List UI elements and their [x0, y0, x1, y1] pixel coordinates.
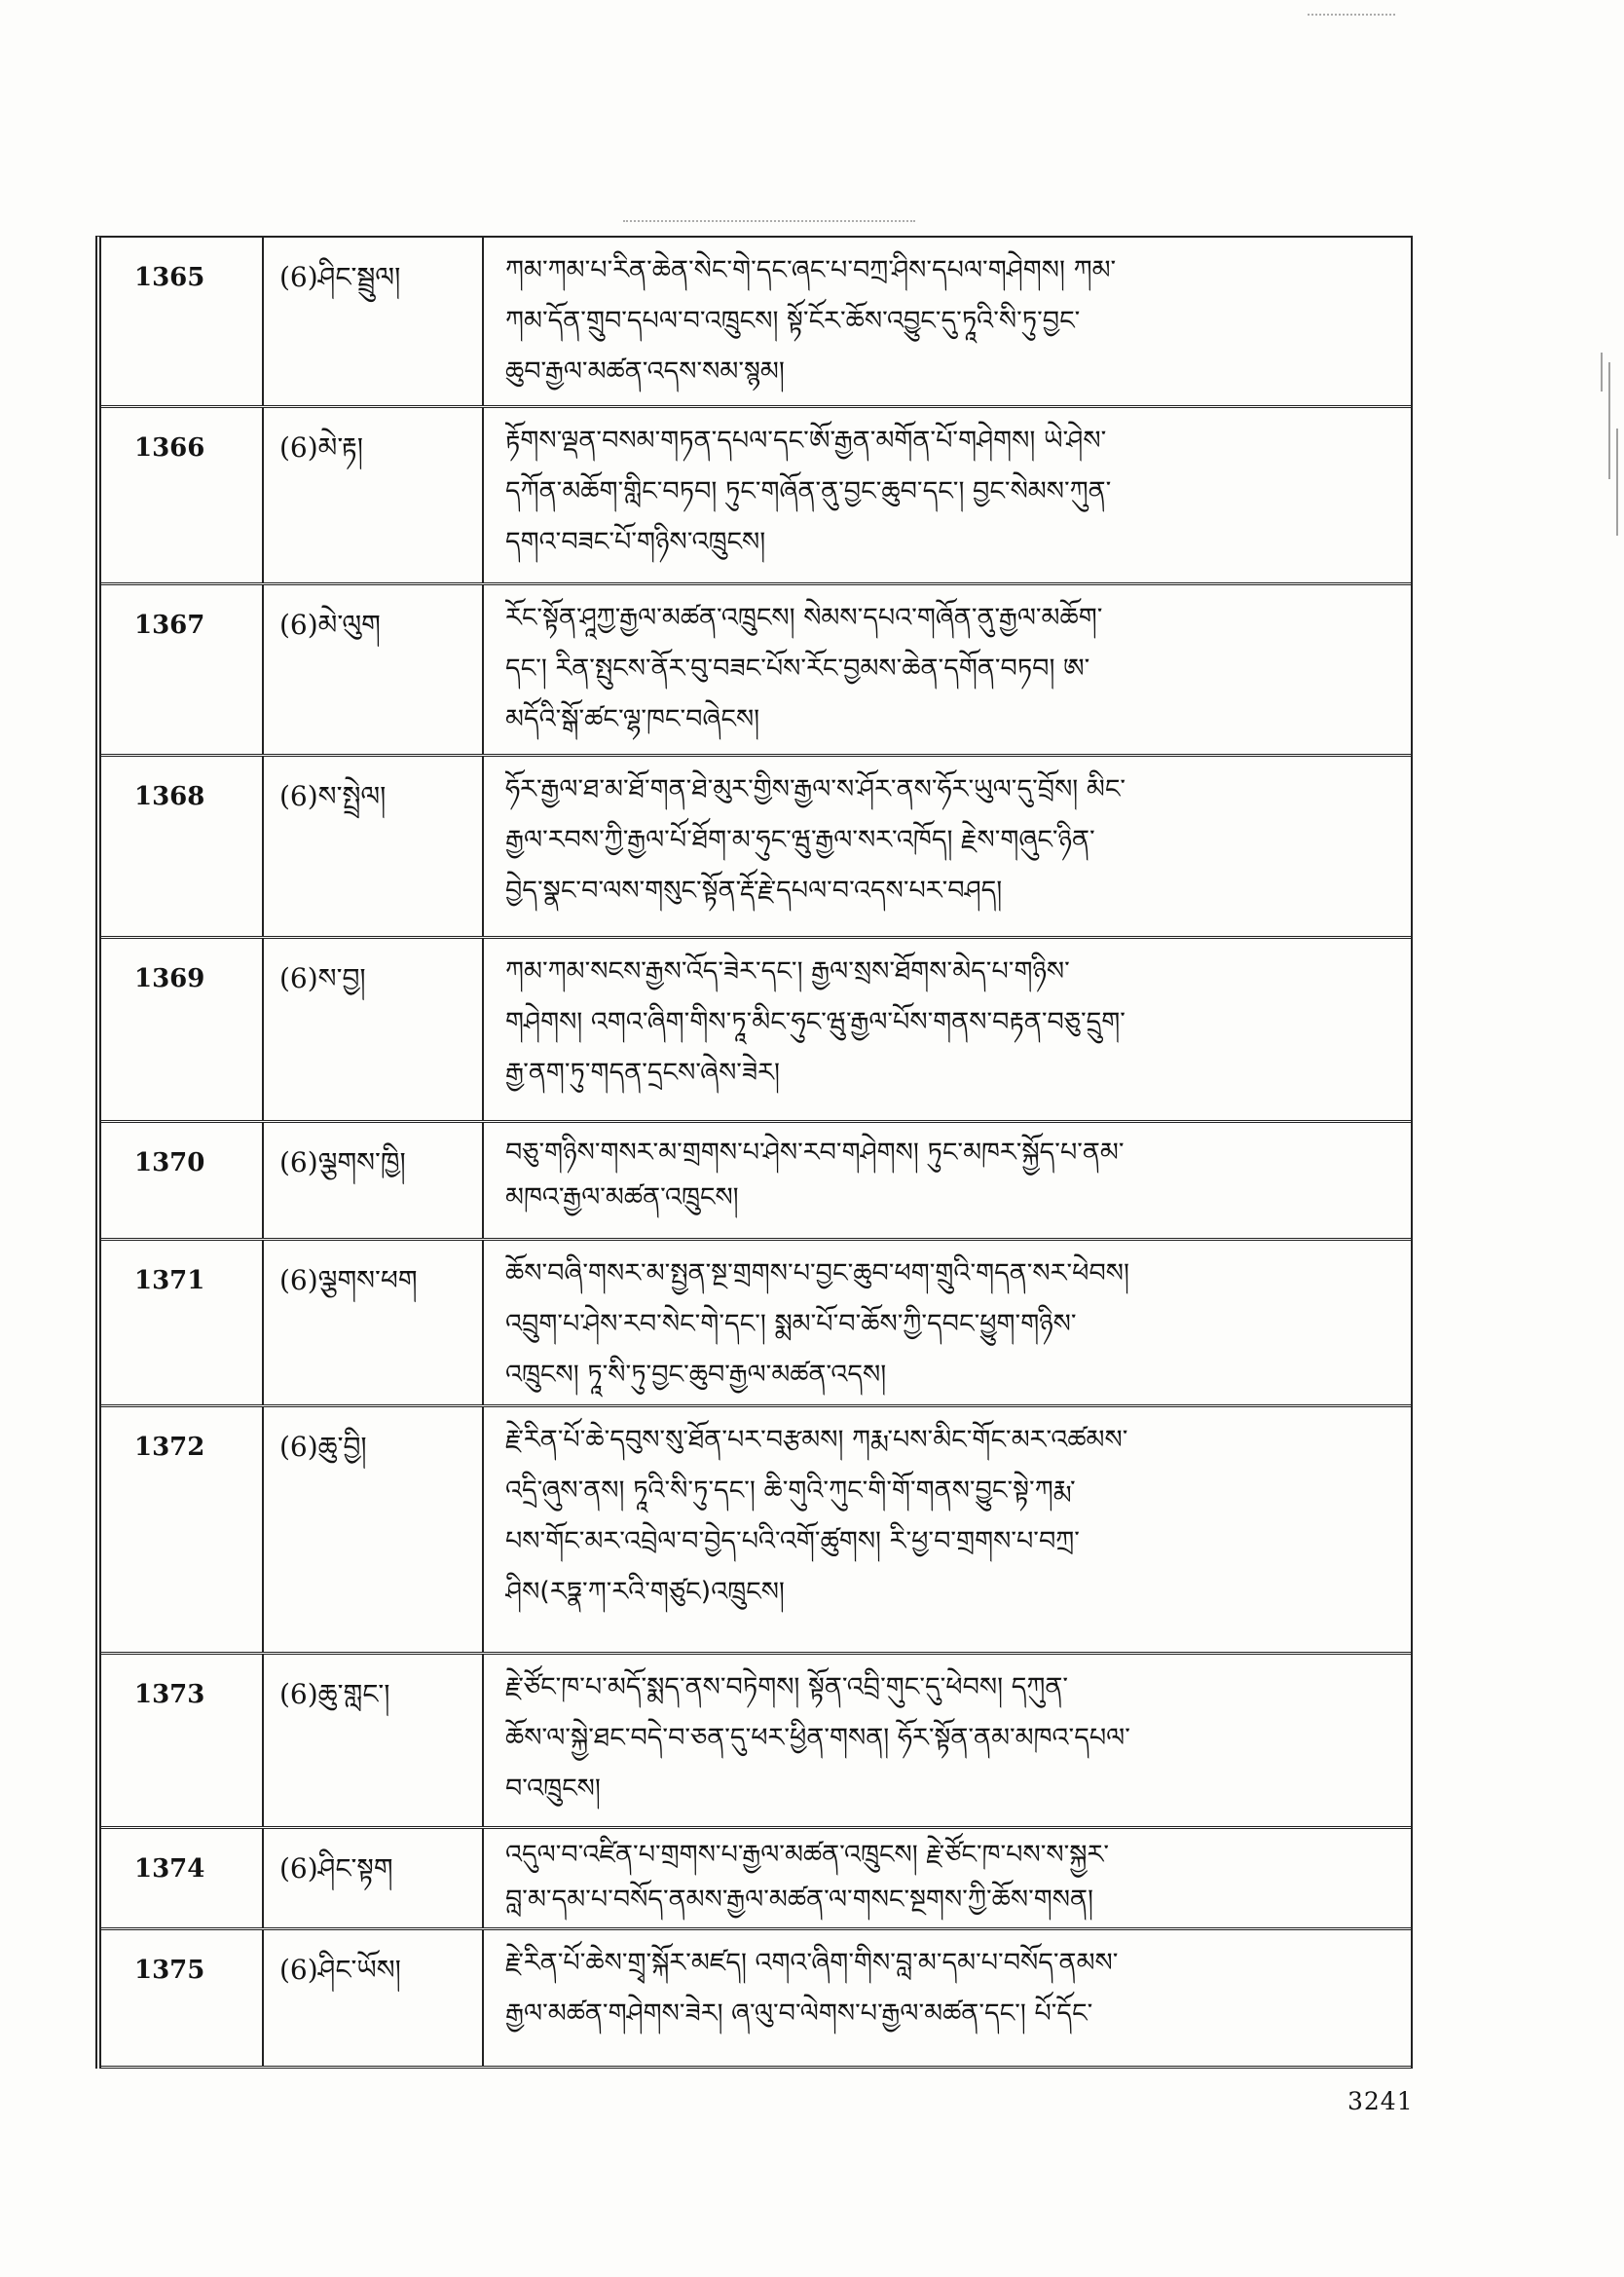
table-row [101, 1655, 1411, 1829]
event-line: མདོའི་སྒོ་ཚང་ལྷ་ཁང་བཞེངས། [505, 704, 760, 734]
year-number: 1366 [101, 408, 264, 582]
year-name: ས་བྱ། [317, 962, 366, 994]
year-name-cell [264, 939, 484, 1120]
event-description [484, 408, 1411, 582]
table-row [101, 939, 1411, 1123]
event-description [484, 1829, 1411, 1927]
event-line: བ་འཁྲུངས། [505, 1773, 601, 1804]
table-row [101, 1241, 1411, 1407]
year-name-cell [264, 238, 484, 405]
event-line: འཁྲུངས། ཏཱ་སི་ཏུ་བྱང་ཆུབ་རྒྱལ་མཚན་འདས། [505, 1360, 887, 1390]
table-row [101, 1829, 1411, 1930]
cycle-number: (6) [279, 1954, 318, 1986]
cycle-number: (6) [279, 780, 318, 812]
event-line: རོང་སྟོན་ཤཱཀྱ་རྒྱལ་མཚན་འཁྲུངས། སེམས་དཔའ་གཞོན་ནུ་རྒྱལ་མཆོག་ [505, 603, 1103, 633]
year-number: 1372 [101, 1407, 264, 1652]
event-line: རྒྱལ་མཚན་གཤེགས་ཟེར། ཞ་ལུ་བ་ལེགས་པ་རྒྱལ་མཚན་དང་། པོ་དོང་ [505, 1998, 1093, 2029]
event-line: དང་། རིན་སྤུངས་ནོར་བུ་བཟང་པོས་རོང་བྱམས་ཆེན་དགོན་བཏབ། ཨ་ [505, 653, 1090, 684]
cycle-number: (6) [279, 1146, 318, 1178]
event-line: བླ་མ་དམ་པ་བསོད་ནམས་རྒྱལ་མཚན་ལ་གསང་སྔགས་ཀྱི་ཆོས་གསན། [505, 1885, 1093, 1915]
event-description [484, 1123, 1411, 1238]
event-description [484, 1407, 1411, 1652]
event-line: རྒྱལ་རབས་ཀྱི་རྒྱལ་པོ་ཐོག་མ་ཧུང་ཝུ་རྒྱལ་སར་འཁོད། རྗེས་གཞུང་ཉིན་ [505, 825, 1095, 855]
cycle-number: (6) [279, 962, 318, 994]
event-line: ཀམ་དོན་གྲུབ་དཔལ་བ་འཁྲུངས། སྟོ་ངོར་ཆོས་འབྱུང་དུ་ཏཱའི་སི་ཏུ་བྱང་ [505, 306, 1081, 336]
event-line: ཧོར་རྒྱལ་ཐ་མ་ཐོ་གན་ཐེ་མུར་གྱིས་རྒྱལ་ས་ཤོར་ནས་ཧོར་ཡུལ་དུ་བྲོས། མིང་ [505, 774, 1126, 804]
event-line: འདྲི་ཞུས་ནས། ཏཱའི་སི་ཏུ་དང་། ཆི་གུའི་ཀུང་གི་གོ་གནས་བྱུང་སྟེ་ཀརྨ་ [505, 1475, 1076, 1506]
year-name: མེ་རྟ། [317, 431, 363, 464]
event-description [484, 238, 1411, 405]
event-line: དཀོན་མཆོག་གླིང་བཏབ། ཏུང་གཞོན་ནུ་བྱང་ཆུབ་དང་། བྱང་སེམས་ཀུན་ [505, 476, 1112, 506]
cycle-number: (6) [279, 261, 318, 293]
year-name-cell [264, 1123, 484, 1238]
year-name: ཤིང་ཡོས། [317, 1954, 401, 1986]
cycle-number: (6) [279, 609, 318, 641]
year-name-cell [264, 757, 484, 936]
table-row [101, 238, 1411, 408]
event-line: རྟོགས་ལྡན་བསམ་གཏན་དཔལ་དང་ཨོ་རྒྱན་མགོན་པོ་གཤེགས། ཡེ་ཤེས་ [505, 426, 1107, 456]
year-name-cell [264, 1930, 484, 2066]
scan-margin-mark [1601, 353, 1603, 392]
event-line: རྗེ་ཙོང་ཁ་པ་མདོ་སྨད་ནས་བཏེགས། སྟོན་འབྲི་གུང་དུ་ཕེབས། དཀུན་ [505, 1672, 1069, 1702]
table-row [101, 1123, 1411, 1241]
year-number: 1371 [101, 1241, 264, 1404]
year-name: ཤིང་སྦྲུལ། [317, 261, 401, 293]
table-row [101, 1930, 1411, 2069]
year-name-cell [264, 1655, 484, 1826]
table-row [101, 757, 1411, 939]
event-line: རྗེ་རིན་པོ་ཆེས་གྲྭ་སྐོར་མཛད། འགའ་ཞིག་གིས་བླ་མ་དམ་པ་བསོད་ནམས་ [505, 1948, 1119, 1978]
year-name: ལྕགས་ཁྱི། [317, 1146, 406, 1178]
cycle-number: (6) [279, 1678, 318, 1710]
event-line: མཁའ་རྒྱལ་མཚན་འཁྲུངས། [505, 1182, 739, 1213]
year-name: ཤིང་སྟག [317, 1852, 393, 1885]
event-description [484, 1241, 1411, 1404]
event-line: འབྲུག་པ་ཤེས་རབ་སེང་གེ་དང་། སྨམ་པོ་བ་ཆོས་ཀྱི་དབང་ཕྱུག་གཉིས་ [505, 1309, 1077, 1339]
event-line: ཤིས(རཏྣ་ཀ་རའི་གཙུང)འཁྲུངས། [505, 1577, 785, 1607]
cycle-number: (6) [279, 431, 318, 464]
event-description [484, 939, 1411, 1120]
year-number: 1370 [101, 1123, 264, 1238]
year-number: 1369 [101, 939, 264, 1120]
scan-margin-mark [1608, 362, 1610, 479]
cycle-number: (6) [279, 1852, 318, 1885]
event-line: ཆུབ་རྒྱལ་མཚན་འདས་སམ་སྙམ། [505, 356, 785, 387]
scan-margin-mark [1616, 429, 1618, 536]
event-description [484, 1930, 1411, 2066]
year-number: 1374 [101, 1829, 264, 1927]
page-number: 3241 [1347, 2087, 1414, 2115]
year-number: 1373 [101, 1655, 264, 1826]
year-name-cell [264, 1407, 484, 1652]
event-line: ཆོས་ལ་སྐྱེ་ཐང་བདེ་བ་ཅན་དུ་ཕར་ཕྱིན་གསན། ཧོར་སྟོན་ནམ་མཁའ་དཔལ་ [505, 1723, 1130, 1753]
year-number: 1365 [101, 238, 264, 405]
year-name: ས་སྤྲེལ། [317, 780, 387, 812]
year-name: ཆུ་གླང་། [317, 1678, 390, 1710]
year-name: ཆུ་བྱི། [317, 1431, 367, 1463]
event-line: པས་གོང་མར་འབྲེལ་བ་བྱེད་པའི་འགོ་ཚུགས། རི་ཕྱ་བ་གྲགས་པ་བཀྲ་ [505, 1526, 1080, 1556]
event-description [484, 585, 1411, 754]
table-row [101, 585, 1411, 757]
event-line: ཀམ་ཀམ་པ་རིན་ཆེན་སེང་གེ་དང་ཞང་པ་བཀྲ་ཤིས་དཔལ་གཤེགས། ཀམ་ [505, 255, 1117, 285]
scan-dotted-mark-top [1308, 14, 1395, 16]
year-number: 1375 [101, 1930, 264, 2066]
scan-dotted-mark-above-table [623, 220, 915, 222]
event-line: ཀམ་ཀམ་སངས་རྒྱས་འོད་ཟེར་དང་། རྒྱལ་སྲས་ཐོགས་མེད་པ་གཉིས་ [505, 956, 1070, 987]
event-line: རྒྱ་ནག་ཏུ་གདན་དྲངས་ཞེས་ཟེར། [505, 1058, 780, 1088]
event-line: གཤེགས། འགའ་ཞིག་གིས་ཏཱ་མིང་ཧུང་ཝུ་རྒྱལ་པོས་གནས་བརྟན་བཅུ་དྲུག་ [505, 1007, 1126, 1037]
year-number: 1368 [101, 757, 264, 936]
event-line: རྗེ་རིན་པོ་ཆེ་དབུས་སུ་ཐོན་པར་བརྩམས། ཀརྨ་པས་མིང་གོང་མར་འཚམས་ [505, 1425, 1128, 1455]
event-line: བཅུ་གཉིས་གསར་མ་གྲགས་པ་ཤེས་རབ་གཤེགས། ཏུང་མཁར་སྐྱོད་པ་ནམ་ [505, 1138, 1125, 1168]
event-description [484, 757, 1411, 936]
table-row [101, 1407, 1411, 1655]
event-description [484, 1655, 1411, 1826]
year-name: མེ་ལུག [317, 609, 381, 641]
event-line: འདུལ་བ་འཛིན་པ་གྲགས་པ་རྒྱལ་མཚན་འཁྲུངས། རྗེ་ཙོང་ཁ་པས་ས་སྐྱར་ [505, 1840, 1109, 1870]
year-name-cell [264, 408, 484, 582]
event-line: བྱེད་སྣང་བ་ལས་གསུང་སྟོན་རྡོ་རྗེ་དཔལ་བ་འདས་པར་བཤད། [505, 876, 1003, 906]
cycle-number: (6) [279, 1264, 318, 1296]
year-name-cell [264, 585, 484, 754]
chronology-table [95, 236, 1413, 2069]
table-row [101, 408, 1411, 585]
event-line: དགའ་བཟང་པོ་གཉིས་འཁྲུངས། [505, 527, 766, 557]
cycle-number: (6) [279, 1431, 318, 1463]
event-line: ཆོས་བཞི་གསར་མ་སྤྱན་སྔ་གྲགས་པ་བྱང་ཆུབ་ཕག་གྲུའི་གདན་སར་ཕེབས། [505, 1258, 1129, 1288]
year-name: ལྕགས་ཕག [317, 1264, 418, 1296]
year-name-cell [264, 1241, 484, 1404]
year-number: 1367 [101, 585, 264, 754]
year-name-cell [264, 1829, 484, 1927]
